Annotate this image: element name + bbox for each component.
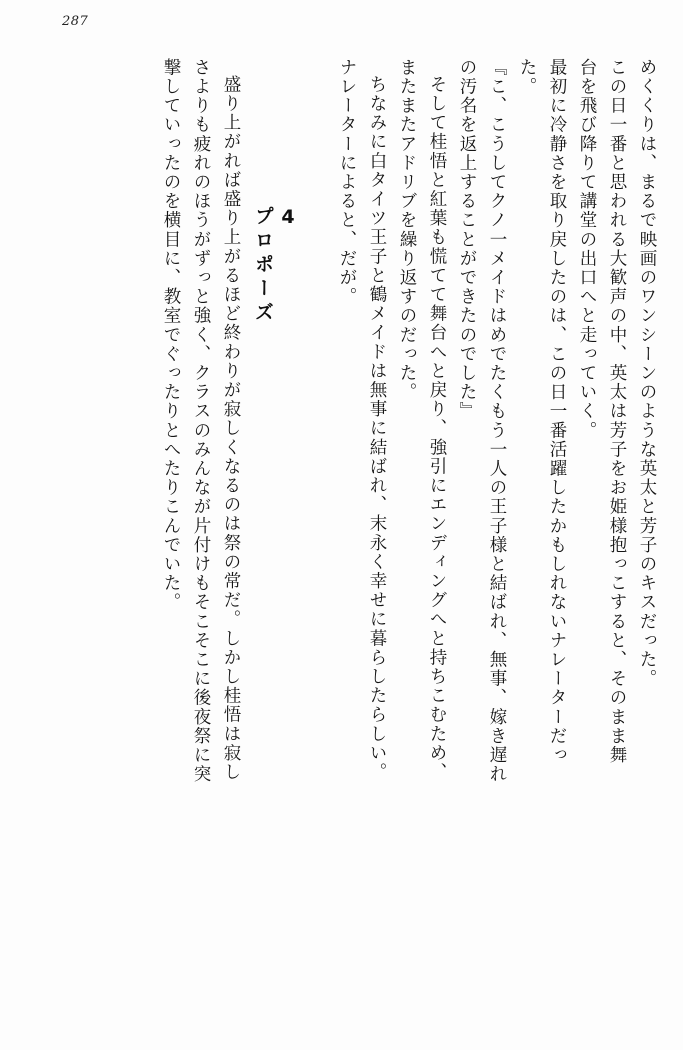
text-column: そして桂悟と紅葉も慌てて舞台へと戻り、強引にエンディングへと持ちこむため、 (427, 75, 447, 782)
chapter-heading (252, 58, 299, 1050)
text-column: ちなみに白タイツ王子と鶴メイドは無事に結ばれ、末永く幸せに暮らしたらしい。 (367, 75, 387, 782)
text-column: の汚名を返上することができたのでした』 (457, 58, 477, 421)
text-column: この日一番と思われる大歓声の中、英太は芳子をお姫様抱っこすると、そのまま舞 (607, 58, 627, 765)
column-gap (299, 58, 325, 1018)
text-column: さよりも疲れのほうがずっと強く、クラスのみんなが片付けもそこそこに後夜祭に突 (191, 58, 211, 784)
text-column: めくくりは、まるで映画のワンシーンのような英太と芳子のキスだった。 (637, 58, 657, 689)
page-number: 287 (62, 14, 89, 29)
text-column: 『こ、こうしてクノ一メイドはめでたくもう一人の王子様と結ばれ、無事、嫁き遅れ (487, 58, 507, 784)
chapter-number: 4 (277, 206, 299, 228)
chapter-title: プロポーズ (252, 206, 274, 326)
text-column: 最初に冷静さを取り戻したのは、この日一番活躍したかもしれないナレーターだっ (547, 58, 567, 765)
text-column: またまたアドリブを繰り返すのだった。 (397, 58, 417, 402)
text-column: 撃していったのを横目に、教室でぐったりとへたりこんでいた。 (161, 58, 181, 612)
text-column: た。 (517, 58, 537, 97)
vertical-text-body (28, 58, 655, 1018)
text-column: ナレーターによると、だが。 (337, 58, 357, 307)
text-column: 盛り上がれば盛り上がるほど終わりが寂しくなるのは祭の常だ。しかし桂悟は寂し (221, 75, 241, 782)
text-column: 台を飛び降りて講堂の出口へと走っていく。 (577, 58, 597, 440)
